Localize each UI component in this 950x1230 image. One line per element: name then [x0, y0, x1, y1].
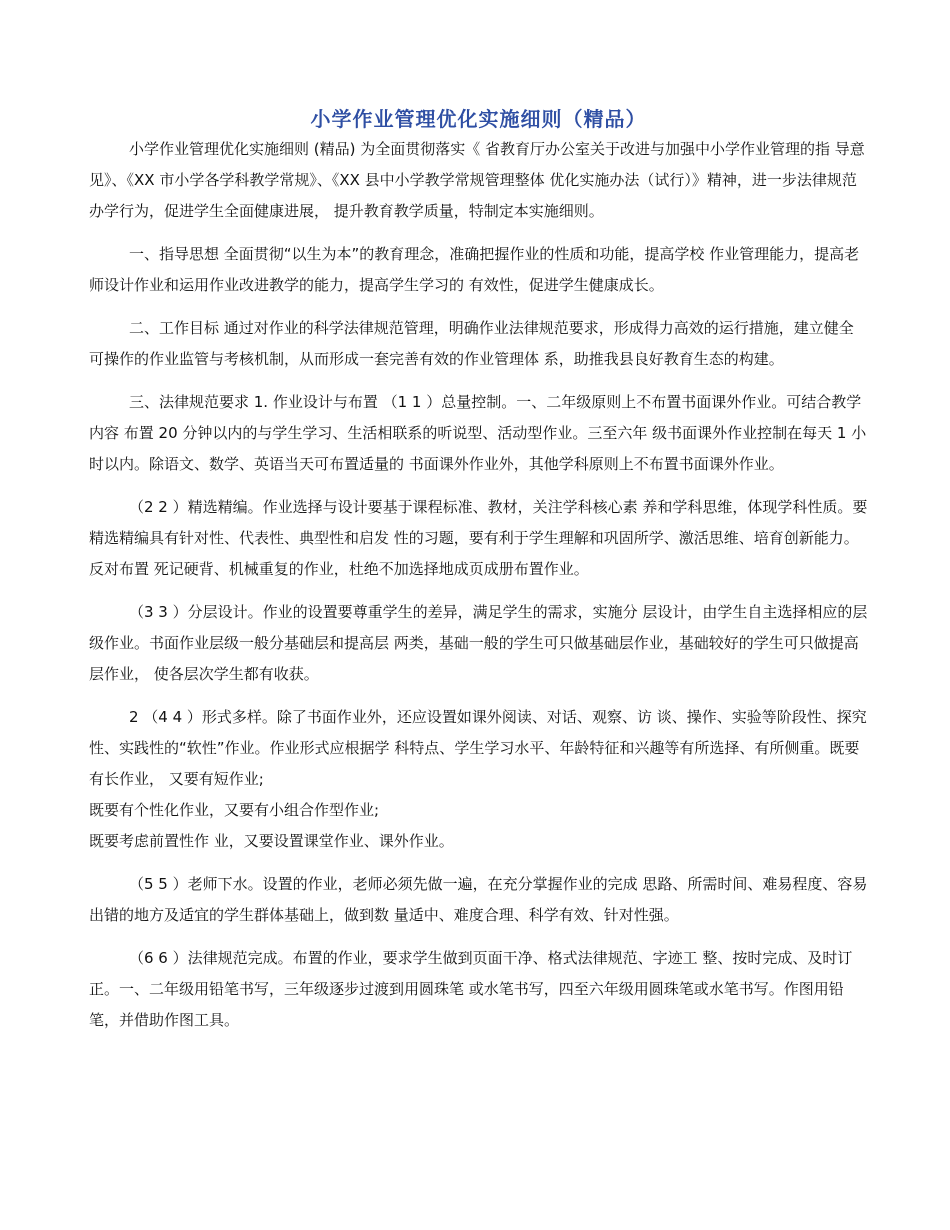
- selection-paragraph: （2 2 ）精选精编。作业选择与设计要基于课程标准、教材，关注学科核心素 养和学科思维，体现学科性质。要精选精编具有针对性、代表性、典型性和启发 性的习题，要有利于学生理解和巩固所学、激活思维、培育创新能力。反对布置 死记硬背、机械重复的作业，杜绝不加选择地成页成册布置作业。: [89, 498, 868, 578]
- diverse-forms-line-3: 既要考虑前置性作 业，又要设置课堂作业、课外作业。: [89, 832, 454, 850]
- work-goal-paragraph: 二、工作目标 通过对作业的科学法律规范管理，明确作业法律规范要求，形成得力高效的运行措施，建立健全可操作的作业监管与考核机制，从而形成一套完善有效的作业管理体 系，助推我县良好教育生态的构建。: [89, 319, 854, 368]
- requirements-paragraph: 三、法律规范要求 1. 作业设计与布置 （1 1 ）总量控制。一、二年级原则上不布置书面课外作业。可结合教学内容 布置 20 分钟以内的与学生学习、生活相联系的听说型、活动型作业。三至六年 级书面课外作业控制在每天 1 小时以内。除语文、数学、英语当天可布置适量的 书面课外作业外，其他学科原则上不布置书面课外作业。: [89, 393, 867, 473]
- diverse-forms-line-2: 既要有个性化作业，又要有小组合作型作业;: [89, 801, 380, 819]
- teacher-practice-paragraph: （5 5 ）老师下水。设置的作业，老师必须先做一遍，在充分掌握作业的完成 思路、所需时间、难易程度、容易出错的地方及适宜的学生群体基础上，做到数 量适中、难度合理、科学有效、针对性强。: [89, 875, 868, 924]
- diverse-forms-paragraph: 2 （4 4 ）形式多样。除了书面作业外，还应设置如课外阅读、对话、观察、访 谈、操作、实验等阶段性、探究性、实践性的“软性”作业。作业形式应根据学 科特点、学生学习水平、年龄特征和兴趣等有所选择、有所侧重。既要有长作业， 又要有短作业;: [89, 708, 867, 788]
- intro-paragraph: 小学作业管理优化实施细则 (精品) 为全面贯彻落实《 省教育厅办公室关于改进与加强中小学作业管理的指 导意见》、《XX 市小学各学科教学常规》、《XX 县中小学教学常规管理整体 优化实施办法（试行）》精神，进一步法律规范办学行为，促进学生全面健康进展， 提升教育教学质量，特制定本实施细则。: [89, 140, 865, 220]
- document-title: 小学作业管理优化实施细则（精品）: [310, 107, 647, 131]
- standard-completion-paragraph: （6 6 ）法律规范完成。布置的作业，要求学生做到页面干净、格式法律规范、字迹工 整、按时完成、及时订正。一、二年级用铅笔书写，三年级逐步过渡到用圆珠笔 或水笔书写，四至六年级用圆珠笔或水笔书写。作图用铅笔，并借助作图工具。: [89, 949, 853, 1029]
- layered-design-paragraph: （3 3 ）分层设计。作业的设置要尊重学生的差异，满足学生的需求，实施分 层设计，由学生自主选择相应的层级作业。书面作业层级一般分基础层和提高层 两类，基础一般的学生可只做基础层作业，基础较好的学生可只做提高层作业， 使各层次学生都有收获。: [89, 603, 868, 683]
- guiding-ideology-paragraph: 一、指导思想 全面贯彻“以生为本”的教育理念，准确把握作业的性质和功能，提高学校 作业管理能力，提高老师设计作业和运用作业改进教学的能力，提高学生学习的 有效性，促进学生健康成长。: [89, 245, 860, 294]
